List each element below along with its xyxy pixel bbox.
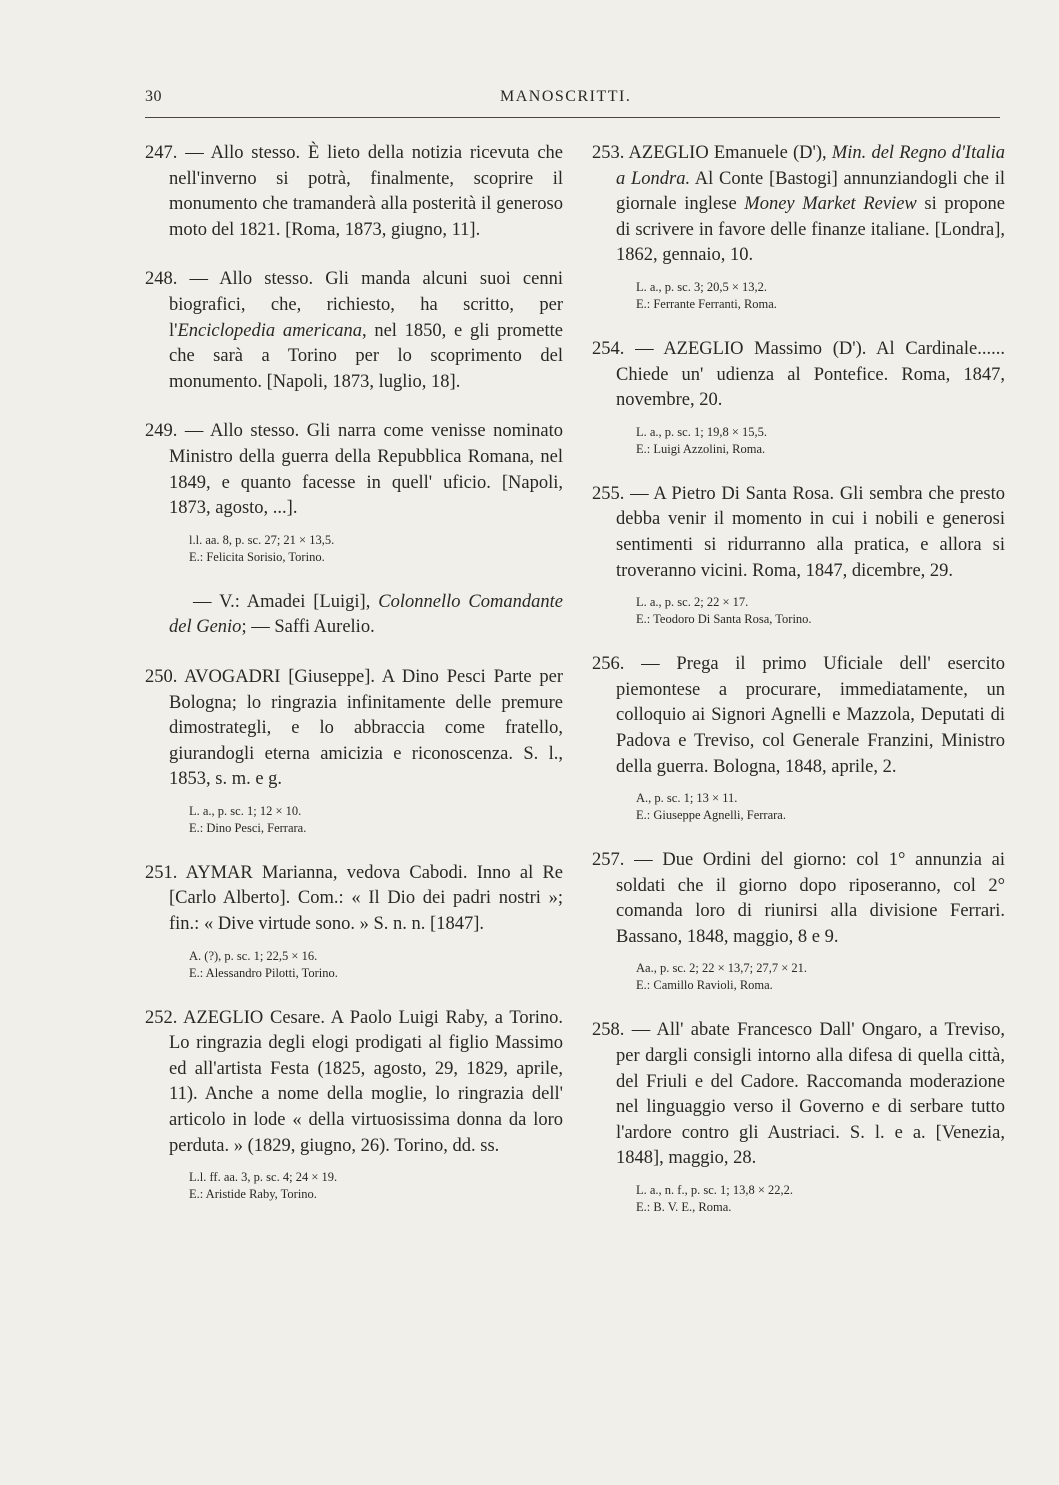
running-title: MANOSCRITTI.	[500, 88, 632, 105]
entry-note: l.l. aa. 8, p. sc. 27; 21 × 13,5.	[189, 532, 335, 547]
entry-owner: E.: Felicita Sorisio, Torino.	[189, 549, 325, 564]
entry-257	[592, 848, 1005, 994]
entry-text: 255. — A Pietro Di Santa Rosa. Gli sembra che presto debba venir il momento in cui i nobili e generosi sentimenti si ridurranno alla pratica, e allora si troveranno vicini. Roma, 1847, dicembre, 29.	[592, 483, 1005, 581]
entry-text: — V.: Amadei [Luigi], Colonnello Comandante del Genio; — Saffi Aurelio.	[169, 591, 563, 638]
page-header	[0, 88, 1059, 118]
entry-text: 257. — Due Ordini del giorno: col 1° annunzia ai soldati che il giorno dopo riposeranno, col 2° comanda loro di riunirsi alla divisione Ferrari. Bassano, 1848, maggio, 8 e 9.	[592, 850, 1005, 947]
entry-see-also	[145, 590, 563, 641]
entry-owner: E.: Aristide Raby, Torino.	[189, 1187, 317, 1202]
entry-text: 253. AZEGLIO Emanuele (D'), Min. del Regno d'Italia a Londra. Al Conte [Bastogi] annunziandogli che il giornale inglese Money Market Review si propone di scrivere in favore delle finanze italiane. [Londra], 1862, gennaio, 10.	[592, 143, 1005, 266]
entry-note: L. a., p. sc. 1; 12 × 10.	[189, 803, 302, 818]
entry-253	[592, 141, 1005, 313]
entry-owner: E.: B. V. E., Roma.	[636, 1200, 732, 1215]
entry-text: 249. — Allo stesso. Gli narra come venisse nominato Ministro della guerra della Repubblica Romana, nel 1849, e quanto facesse in quell' uficio. [Napoli, 1873, agosto, ...].	[145, 421, 563, 519]
entry-owner: E.: Teodoro Di Santa Rosa, Torino.	[636, 612, 812, 627]
entry-note: L.l. ff. aa. 3, p. sc. 4; 24 × 19.	[189, 1170, 338, 1185]
entry-250	[145, 665, 563, 837]
entry-owner: E.: Giuseppe Agnelli, Ferrara.	[636, 808, 786, 823]
entry-252	[145, 1006, 563, 1204]
entry-text: 247. — Allo stesso. È lieto della notizia ricevuta che nell'inverno si potrà, finalmente, scoprire il monumento che tramanderà alla posterità il generoso moto del 1821. [Roma, 1873, giugno, 11].	[145, 143, 563, 240]
entry-note: L. a., p. sc. 3; 20,5 × 13,2.	[636, 279, 767, 294]
entry-249	[145, 419, 563, 565]
entry-text: 252. AZEGLIO Cesare. A Paolo Luigi Raby, a Torino. Lo ringrazia degli elogi prodigati al figlio Massimo ed all'artista Festa (1825, agosto, 29, 1829, aprile, 11). Anche a nome della moglie, lo ringrazia dell' articolo in lode « della virtuosissima donna da loro perduta. » (1829, giugno, 26). Torino, dd. ss.	[145, 1007, 563, 1156]
header-rule	[145, 117, 1000, 118]
page-number: 30	[145, 88, 162, 105]
entry-text: 258. — All' abate Francesco Dall' Ongaro, a Treviso, per dargli consigli intorno alla difesa di quella città, del Friuli e del Cadore. Raccomanda moderazione nel linguaggio verso il Governo e di serbare tutto l'ardore contro gli Austriaci. S. l. e a. [Venezia, 1848], maggio, 28.	[592, 1020, 1005, 1169]
entry-256	[592, 652, 1005, 824]
entry-text: 256. — Prega il primo Uficiale dell' esercito piemontese a procurare, immediatamente, un colloquio ai Signori Agnelli e Mazzola, Deputati di Padova e Treviso, col Generale Franzini, Ministro della guerra. Bologna, 1848, aprile, 2.	[592, 654, 1005, 777]
entry-note: Aa., p. sc. 2; 22 × 13,7; 27,7 × 21.	[636, 961, 808, 976]
left-column	[145, 141, 563, 1203]
entry-text: 251. AYMAR Marianna, vedova Cabodi. Inno al Re [Carlo Alberto]. Com.: « Il Dio dei padri nostri »; fin.: « Dive virtude sono. » S. n. n. [1847].	[145, 862, 563, 935]
entry-text: 248. — Allo stesso. Gli manda alcuni suoi cenni biografici, che, richiesto, ha scritto, per l'Enciclopedia americana, nel 1850, e gli promette che sarà a Torino per lo scoprimento del monumento. [Napoli, 1873, luglio, 18].	[145, 269, 563, 392]
entry-248	[145, 267, 563, 395]
entry-note: L. a., p. sc. 1; 19,8 × 15,5.	[636, 424, 767, 439]
entry-note: A., p. sc. 1; 13 × 11.	[636, 791, 738, 806]
entry-owner: E.: Camillo Ravioli, Roma.	[636, 978, 773, 993]
entry-text: 254. — AZEGLIO Massimo (D'). Al Cardinale...... Chiede un' udienza al Pontefice. Roma, 1847, novembre, 20.	[592, 338, 1005, 411]
entry-note: A. (?), p. sc. 1; 22,5 × 16.	[189, 948, 318, 963]
entry-note: L. a., n. f., p. sc. 1; 13,8 × 22,2.	[636, 1183, 794, 1198]
entry-owner: E.: Alessandro Pilotti, Torino.	[189, 965, 338, 980]
entry-247	[145, 141, 563, 243]
entry-note: L. a., p. sc. 2; 22 × 17.	[636, 595, 749, 610]
entry-owner: E.: Ferrante Ferranti, Roma.	[636, 296, 777, 311]
entry-owner: E.: Luigi Azzolini, Roma.	[636, 441, 766, 456]
entry-text: 250. AVOGADRI [Giuseppe]. A Dino Pesci Parte per Bologna; lo ringrazia infinitamente delle premure dimostrategli, e lo abbraccia come fratello, giurandogli eterna amicizia e riconoscenza. S. l., 1853, s. m. e g.	[145, 666, 563, 790]
entry-254	[592, 337, 1005, 458]
right-column	[592, 141, 1005, 1216]
entry-255	[592, 482, 1005, 628]
entry-258	[592, 1018, 1005, 1216]
entry-owner: E.: Dino Pesci, Ferrara.	[189, 820, 307, 835]
entry-251	[145, 861, 563, 982]
